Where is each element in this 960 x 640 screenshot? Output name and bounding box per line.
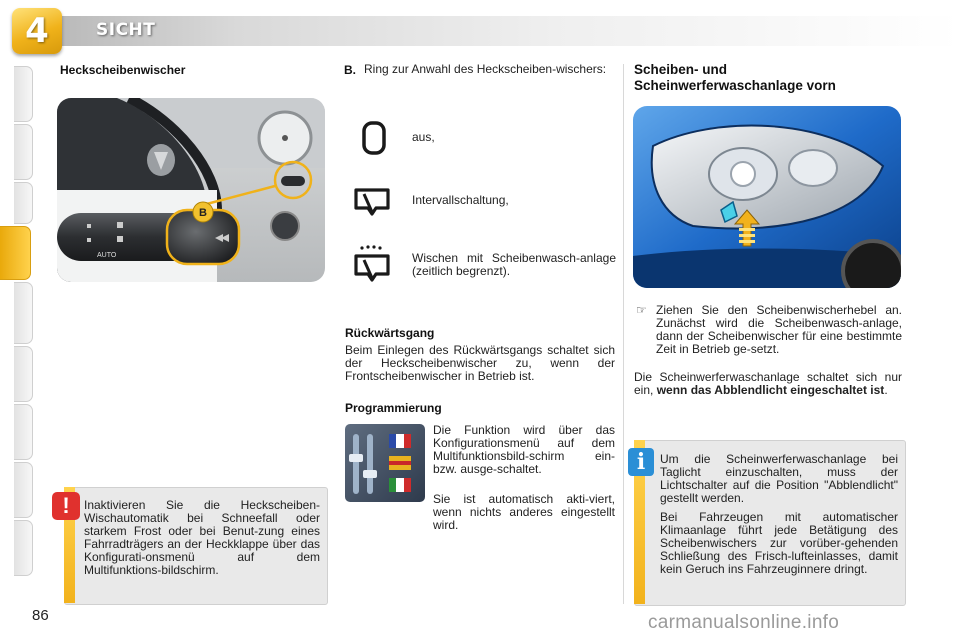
column-separator — [623, 64, 624, 604]
condition-text-pre: Die Scheinwerferwaschanlage schaltet sich nur ein, — [634, 370, 902, 397]
programming-text-1: Die Funktion wird über das Konfigurationsmenü auf dem Multifunktionsbild-schirm ein- bzw. ausge-schaltet. — [433, 423, 615, 476]
programming-text-2: Sie ist automatisch akti-viert, wenn nichts anderes eingestellt wird. — [433, 492, 615, 532]
side-tab-8[interactable] — [14, 462, 33, 518]
warning-note-text: Inaktivieren Sie die Heckscheiben-Wischautomatik bei Schneefall oder starkem Frost oder bei Benut-zung eines Fahrradträgers an der Heckklappe über das Konfigurati-onsmenü auf dem Multifunktions-bildschirm. — [84, 498, 320, 577]
callout-b-label: B — [199, 207, 207, 219]
wiper-washer-icon — [352, 244, 392, 284]
reverse-gear-heading: Rückwärtsgang — [345, 326, 435, 340]
side-tab-2[interactable] — [14, 124, 33, 180]
config-menu-illustration — [345, 424, 425, 502]
pull-stalk-instruction: Ziehen Sie den Scheibenwischerhebel an. Zunächst wird die Scheibenwasch-anlage, dann der Scheibenwischer für eine bestimmte Zeit in Betrieb ge-setzt. — [656, 303, 902, 356]
ring-b-label: B. — [344, 63, 356, 77]
info-note-text-2: Bei Fahrzeugen mit automatischer Klimaanlage führt jede Betätigung des Scheibenwischers zur vorüber-gehenden Schließung des Frisch-lufteinlasses, damit kein Geruch ins Fahrzeuginnere dringt. — [660, 510, 898, 576]
headlamp-washer-photo — [633, 106, 901, 288]
programming-heading: Programmierung — [345, 401, 442, 415]
side-tab-1[interactable] — [14, 66, 33, 122]
info-note-text-1: Um die Scheinwerferwaschanlage bei Taglicht einzuschalten, muss der Lichtschalter auf die Position "Abblendlicht" gestellt werden. — [660, 452, 898, 505]
mode-washer-text: Wischen mit Scheibenwasch-anlage (zeitlich begrenzt). — [412, 251, 616, 278]
chapter-header-bar — [56, 16, 960, 46]
front-washer-heading-line2: Scheinwerferwaschanlage vorn — [634, 78, 836, 93]
mode-intermittent-text: Intervallschaltung, — [412, 193, 509, 207]
source-watermark: carmanualsonline.info — [648, 612, 840, 633]
rear-wiper-stalk-illustration — [57, 98, 325, 282]
config-menu-thumbnail — [345, 424, 425, 502]
condition-text-bold: wenn das Abblendlicht eingeschaltet ist — [656, 383, 885, 397]
warning-icon: ! — [52, 492, 80, 520]
front-washer-heading-line1: Scheiben- und — [634, 62, 728, 77]
rear-wiper-heading: Heckscheibenwischer — [60, 63, 186, 77]
wiper-off-icon — [358, 120, 390, 156]
headlamp-washer-condition — [634, 371, 902, 397]
side-tab-5[interactable] — [14, 282, 33, 344]
wiper-intermittent-icon — [352, 184, 392, 218]
bullet-hand-icon: ☞ — [636, 303, 647, 317]
chapter-number: 4 — [25, 11, 49, 51]
chapter-title: SICHT — [96, 20, 156, 40]
condition-text-post: . — [884, 383, 888, 397]
side-tab-4-active[interactable] — [0, 226, 31, 280]
headlamp-washer-illustration — [633, 106, 901, 288]
info-icon: i — [628, 448, 654, 476]
rear-wiper-stalk-photo — [57, 98, 325, 282]
side-tab-7[interactable] — [14, 404, 33, 460]
reverse-gear-text: Beim Einlegen des Rückwärtsgangs schaltet sich der Heckscheibenwischer zu, wenn der Frontscheibenwischer in Betrieb ist. — [345, 343, 615, 383]
ring-b-description: Ring zur Anwahl des Heckscheiben-wischers: — [364, 62, 607, 76]
stalk-auto-label: AUTO — [97, 252, 117, 259]
mode-off-text: aus, — [412, 130, 435, 144]
side-tab-9[interactable] — [14, 520, 33, 576]
side-tab-6[interactable] — [14, 346, 33, 402]
page-number: 86 — [32, 607, 49, 624]
side-tab-3[interactable] — [14, 182, 33, 224]
